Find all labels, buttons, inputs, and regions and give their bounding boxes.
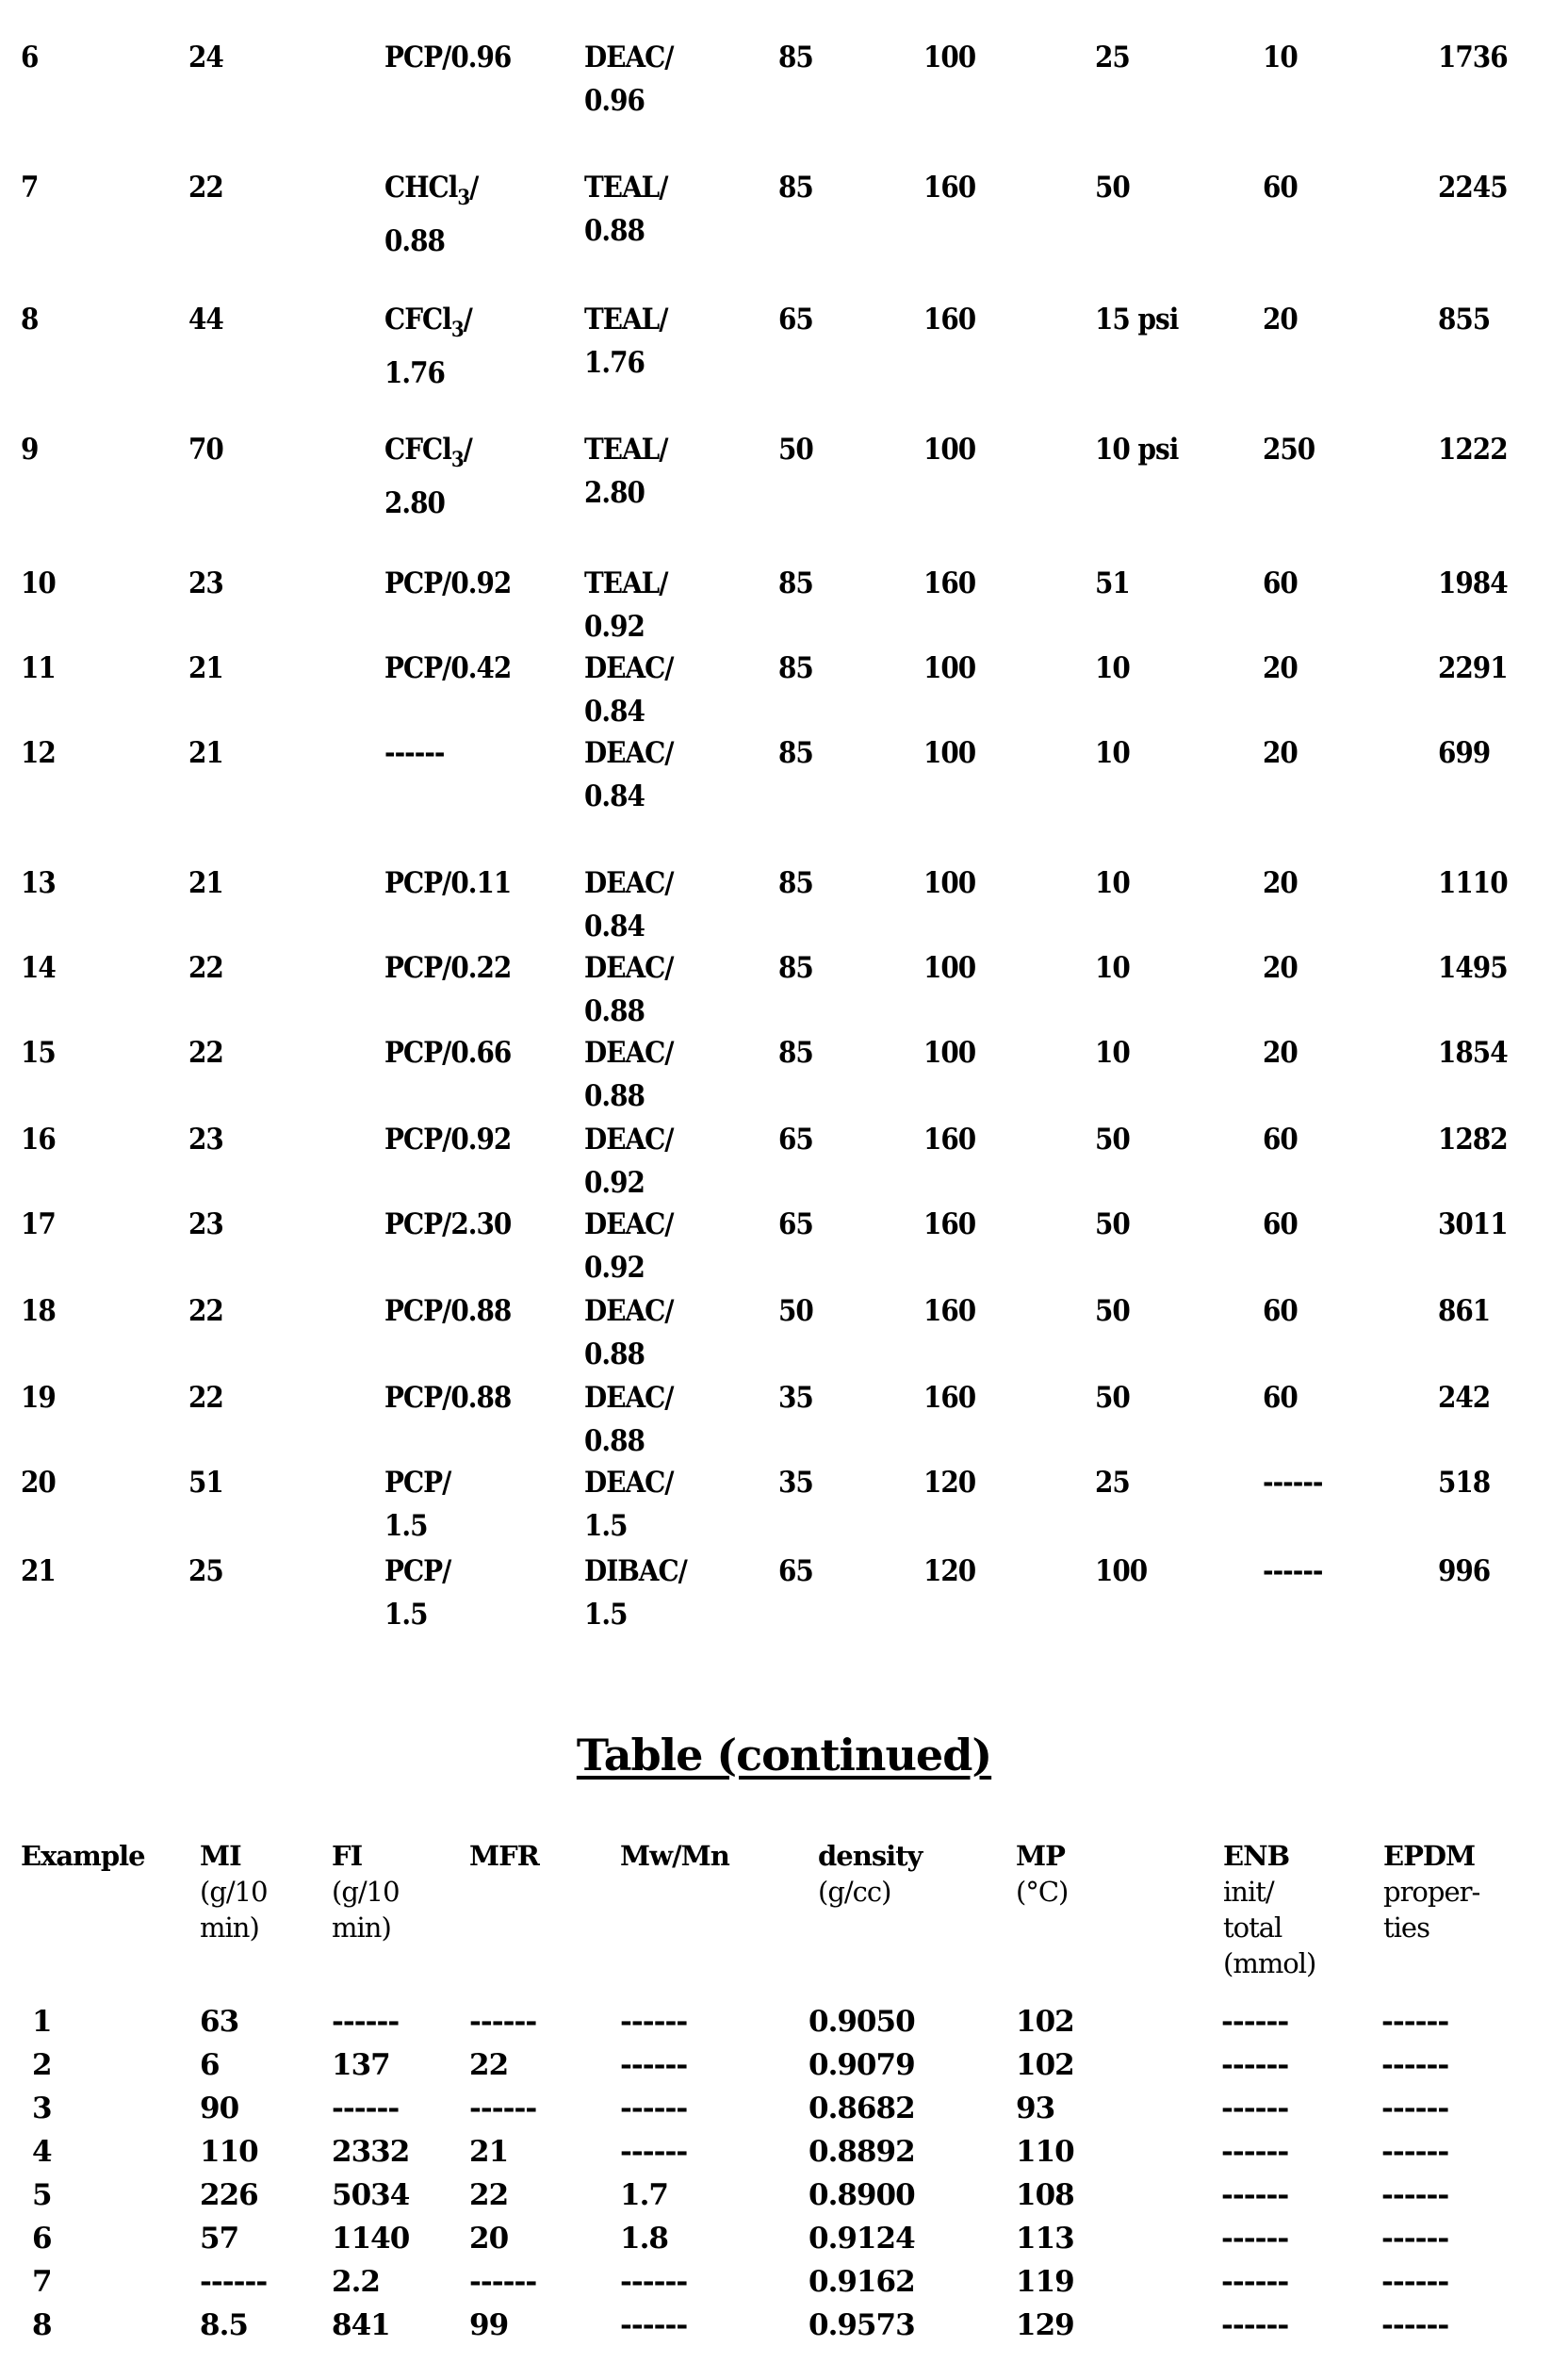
cell-example: 8: [32, 2308, 52, 2342]
cell-ex: 6: [21, 41, 39, 74]
cell-c8: 60: [1263, 1123, 1298, 1157]
cell-c2: 25: [188, 1554, 223, 1588]
cell-c3: ------: [384, 736, 445, 770]
cell-mfr: ------: [469, 2092, 537, 2125]
cell-c3: PCP/0.42: [384, 651, 512, 685]
column-header: FI (g/10 min): [332, 1840, 400, 1944]
cell-c8: 60: [1263, 1381, 1298, 1415]
column-header: EPDM proper- ties: [1383, 1840, 1480, 1944]
cell-c6: 100: [923, 951, 976, 985]
cell-c9: 699: [1438, 736, 1491, 770]
cell-mwmn: ------: [620, 2308, 688, 2342]
cell-c2: 23: [188, 1207, 223, 1241]
cell-mfr: 99: [469, 2308, 509, 2342]
cell-c6: 100: [923, 41, 976, 74]
cell-c7: 10: [1095, 736, 1130, 770]
cell-c3: PCP/0.66: [384, 1036, 512, 1070]
cell-mfr: 20: [469, 2222, 509, 2256]
cell-c4: DEAC/ 0.88: [584, 1381, 674, 1458]
cell-c7: 10: [1095, 951, 1130, 985]
cell-epdm: ------: [1381, 2222, 1449, 2256]
cell-c9: 1495: [1438, 951, 1508, 985]
cell-density: 0.9079: [808, 2048, 915, 2082]
cell-example: 7: [32, 2265, 52, 2299]
cell-c4: TEAL/ 1.76: [584, 303, 668, 380]
cell-c7: 10: [1095, 651, 1130, 685]
cell-c3: PCP/0.92: [384, 566, 512, 600]
column-header: MP (°C): [1016, 1840, 1069, 1908]
cell-c5: 85: [778, 951, 813, 985]
cell-epdm: ------: [1381, 2308, 1449, 2342]
cell-c2: 22: [188, 171, 223, 205]
table-continued-title: Table (continued): [576, 1730, 992, 1780]
cell-c8: 250: [1263, 433, 1315, 467]
cell-c5: 35: [778, 1466, 813, 1500]
cell-enb: ------: [1221, 2048, 1289, 2082]
cell-c7: 15 psi: [1095, 303, 1179, 336]
cell-c7: 100: [1095, 1554, 1148, 1588]
cell-c6: 160: [923, 1294, 976, 1328]
cell-mi: 110: [200, 2135, 258, 2169]
cell-c3: PCP/0.22: [384, 951, 512, 985]
cell-density: 0.9573: [808, 2308, 915, 2342]
cell-c4: TEAL/ 2.80: [584, 433, 668, 510]
cell-enb: ------: [1221, 2308, 1289, 2342]
cell-c7: 50: [1095, 1294, 1130, 1328]
cell-mp: 110: [1016, 2135, 1074, 2169]
cell-mfr: 21: [469, 2135, 509, 2169]
cell-c3: CFCl$_3$/ 1.76: [384, 303, 472, 390]
cell-ex: 7: [21, 171, 39, 205]
cell-c8: ------: [1263, 1554, 1323, 1588]
cell-c8: 10: [1263, 41, 1298, 74]
cell-epdm: ------: [1381, 2005, 1449, 2039]
cell-fi: 5034: [332, 2178, 410, 2212]
cell-epdm: ------: [1381, 2178, 1449, 2212]
cell-c9: 1110: [1438, 866, 1508, 900]
cell-density: 0.8892: [808, 2135, 915, 2169]
cell-c4: DEAC/ 0.88: [584, 1294, 674, 1371]
cell-mwmn: ------: [620, 2135, 688, 2169]
cell-c8: 20: [1263, 303, 1298, 336]
cell-c9: 1222: [1438, 433, 1508, 467]
cell-mi: 63: [200, 2005, 239, 2039]
cell-fi: ------: [332, 2005, 400, 2039]
cell-c9: 996: [1438, 1554, 1491, 1588]
cell-fi: 841: [332, 2308, 390, 2342]
cell-c6: 100: [923, 866, 976, 900]
cell-enb: ------: [1221, 2135, 1289, 2169]
cell-c5: 85: [778, 866, 813, 900]
cell-c2: 22: [188, 1294, 223, 1328]
cell-ex: 21: [21, 1554, 56, 1588]
cell-c3: PCP/2.30: [384, 1207, 512, 1241]
cell-c3: PCP/0.88: [384, 1294, 512, 1328]
cell-ex: 10: [21, 566, 56, 600]
cell-c4: DEAC/ 0.84: [584, 651, 674, 729]
cell-c7: 25: [1095, 41, 1130, 74]
cell-c3: PCP/0.92: [384, 1123, 512, 1157]
cell-c7: 50: [1095, 171, 1130, 205]
cell-epdm: ------: [1381, 2092, 1449, 2125]
cell-c7: 50: [1095, 1207, 1130, 1241]
cell-mp: 102: [1016, 2048, 1074, 2082]
cell-c6: 100: [923, 433, 976, 467]
cell-fi: 1140: [332, 2222, 410, 2256]
cell-c5: 35: [778, 1381, 813, 1415]
cell-c7: 10 psi: [1095, 433, 1179, 467]
cell-mwmn: 1.8: [620, 2222, 668, 2256]
cell-ex: 15: [21, 1036, 56, 1070]
column-header: Example: [21, 1840, 145, 1872]
cell-c7: 25: [1095, 1466, 1130, 1500]
cell-c4: DEAC/ 0.84: [584, 866, 674, 943]
cell-c9: 1736: [1438, 41, 1508, 74]
cell-enb: ------: [1221, 2178, 1289, 2212]
cell-c5: 85: [778, 41, 813, 74]
cell-c7: 10: [1095, 866, 1130, 900]
column-header: MFR: [469, 1840, 539, 1872]
cell-enb: ------: [1221, 2265, 1289, 2299]
cell-c2: 22: [188, 1381, 223, 1415]
cell-c8: 60: [1263, 1207, 1298, 1241]
cell-c8: 60: [1263, 1294, 1298, 1328]
cell-c3: PCP/0.88: [384, 1381, 512, 1415]
cell-c9: 3011: [1438, 1207, 1508, 1241]
cell-c5: 65: [778, 1554, 813, 1588]
cell-c8: 60: [1263, 171, 1298, 205]
cell-c2: 23: [188, 566, 223, 600]
cell-c8: 20: [1263, 1036, 1298, 1070]
cell-c5: 65: [778, 303, 813, 336]
cell-epdm: ------: [1381, 2048, 1449, 2082]
cell-density: 0.9124: [808, 2222, 915, 2256]
cell-mi: ------: [200, 2265, 268, 2299]
cell-c6: 160: [923, 1381, 976, 1415]
cell-ex: 12: [21, 736, 56, 770]
cell-ex: 19: [21, 1381, 56, 1415]
cell-mfr: ------: [469, 2265, 537, 2299]
cell-c6: 120: [923, 1466, 976, 1500]
cell-c5: 50: [778, 1294, 813, 1328]
cell-ex: 20: [21, 1466, 56, 1500]
cell-c2: 21: [188, 866, 223, 900]
cell-density: 0.8682: [808, 2092, 915, 2125]
cell-c6: 100: [923, 651, 976, 685]
cell-c2: 22: [188, 951, 223, 985]
cell-c3: PCP/0.11: [384, 866, 512, 900]
column-header: MI (g/10 min): [200, 1840, 268, 1944]
cell-c4: DEAC/ 0.88: [584, 951, 674, 1028]
cell-c6: 160: [923, 1207, 976, 1241]
cell-mwmn: ------: [620, 2092, 688, 2125]
cell-example: 5: [32, 2178, 52, 2212]
cell-c6: 100: [923, 736, 976, 770]
cell-c8: 20: [1263, 736, 1298, 770]
cell-c4: DEAC/ 0.84: [584, 736, 674, 813]
cell-c4: DIBAC/ 1.5: [584, 1554, 687, 1632]
cell-mi: 226: [200, 2178, 258, 2212]
cell-enb: ------: [1221, 2092, 1289, 2125]
cell-c8: 60: [1263, 566, 1298, 600]
cell-c9: 1984: [1438, 566, 1508, 600]
cell-c8: 20: [1263, 651, 1298, 685]
cell-mp: 113: [1016, 2222, 1074, 2256]
cell-c5: 85: [778, 1036, 813, 1070]
cell-c6: 160: [923, 303, 976, 336]
cell-c9: 855: [1438, 303, 1491, 336]
cell-c4: DEAC/ 1.5: [584, 1466, 674, 1543]
column-header: density (g/cc): [818, 1840, 923, 1908]
cell-c7: 10: [1095, 1036, 1130, 1070]
cell-example: 1: [32, 2005, 52, 2039]
cell-c7: 50: [1095, 1123, 1130, 1157]
cell-fi: 137: [332, 2048, 390, 2082]
cell-c2: 24: [188, 41, 223, 74]
cell-mp: 129: [1016, 2308, 1074, 2342]
cell-c4: DEAC/ 0.92: [584, 1207, 674, 1285]
cell-mi: 8.5: [200, 2308, 248, 2342]
cell-mi: 90: [200, 2092, 239, 2125]
cell-enb: ------: [1221, 2222, 1289, 2256]
cell-mwmn: 1.7: [620, 2178, 668, 2212]
cell-mfr: 22: [469, 2178, 509, 2212]
cell-c4: TEAL/ 0.92: [584, 566, 668, 644]
cell-ex: 11: [21, 651, 56, 685]
cell-c2: 44: [188, 303, 223, 336]
cell-ex: 9: [21, 433, 39, 467]
cell-mwmn: ------: [620, 2048, 688, 2082]
cell-density: 0.9162: [808, 2265, 915, 2299]
cell-mfr: 22: [469, 2048, 509, 2082]
cell-c7: 51: [1095, 566, 1130, 600]
cell-c8: ------: [1263, 1466, 1323, 1500]
cell-mp: 102: [1016, 2005, 1074, 2039]
cell-c2: 21: [188, 651, 223, 685]
cell-c5: 50: [778, 433, 813, 467]
cell-mp: 93: [1016, 2092, 1055, 2125]
cell-ex: 17: [21, 1207, 56, 1241]
cell-c9: 1854: [1438, 1036, 1508, 1070]
cell-c9: 2291: [1438, 651, 1508, 685]
cell-c6: 120: [923, 1554, 976, 1588]
cell-c2: 70: [188, 433, 223, 467]
cell-example: 6: [32, 2222, 52, 2256]
cell-mi: 6: [200, 2048, 220, 2082]
cell-c5: 85: [778, 566, 813, 600]
cell-c4: DEAC/ 0.92: [584, 1123, 674, 1200]
cell-c9: 861: [1438, 1294, 1491, 1328]
cell-c8: 20: [1263, 951, 1298, 985]
column-header: Mw/Mn: [620, 1840, 729, 1872]
cell-c3: CFCl$_3$/ 2.80: [384, 433, 472, 520]
cell-c9: 242: [1438, 1381, 1491, 1415]
cell-c5: 65: [778, 1123, 813, 1157]
cell-fi: ------: [332, 2092, 400, 2125]
cell-density: 0.9050: [808, 2005, 915, 2039]
cell-mfr: ------: [469, 2005, 537, 2039]
cell-example: 2: [32, 2048, 52, 2082]
cell-density: 0.8900: [808, 2178, 915, 2212]
cell-c2: 21: [188, 736, 223, 770]
cell-c6: 160: [923, 1123, 976, 1157]
cell-fi: 2.2: [332, 2265, 380, 2299]
cell-c5: 85: [778, 651, 813, 685]
cell-fi: 2332: [332, 2135, 410, 2169]
cell-c4: TEAL/ 0.88: [584, 171, 668, 248]
cell-c5: 85: [778, 736, 813, 770]
cell-ex: 18: [21, 1294, 56, 1328]
cell-c3: CHCl$_3$/ 0.88: [384, 171, 479, 258]
cell-c5: 65: [778, 1207, 813, 1241]
cell-ex: 8: [21, 303, 39, 336]
cell-mwmn: ------: [620, 2005, 688, 2039]
cell-c6: 160: [923, 171, 976, 205]
cell-c2: 23: [188, 1123, 223, 1157]
cell-example: 4: [32, 2135, 52, 2169]
cell-example: 3: [32, 2092, 52, 2125]
cell-c3: PCP/ 1.5: [384, 1554, 451, 1632]
cell-c4: DEAC/ 0.96: [584, 41, 674, 118]
cell-c5: 85: [778, 171, 813, 205]
cell-mi: 57: [200, 2222, 239, 2256]
cell-c3: PCP/ 1.5: [384, 1466, 451, 1543]
cell-c8: 20: [1263, 866, 1298, 900]
cell-mp: 119: [1016, 2265, 1074, 2299]
cell-c2: 51: [188, 1466, 223, 1500]
cell-mp: 108: [1016, 2178, 1074, 2212]
cell-ex: 16: [21, 1123, 56, 1157]
cell-c9: 2245: [1438, 171, 1508, 205]
cell-c9: 518: [1438, 1466, 1491, 1500]
cell-c9: 1282: [1438, 1123, 1508, 1157]
cell-epdm: ------: [1381, 2135, 1449, 2169]
cell-c6: 160: [923, 566, 976, 600]
cell-c6: 100: [923, 1036, 976, 1070]
cell-c2: 22: [188, 1036, 223, 1070]
cell-ex: 13: [21, 866, 56, 900]
cell-c4: DEAC/ 0.88: [584, 1036, 674, 1113]
cell-ex: 14: [21, 951, 56, 985]
cell-mwmn: ------: [620, 2265, 688, 2299]
cell-c3: PCP/0.96: [384, 41, 512, 74]
cell-c7: 50: [1095, 1381, 1130, 1415]
cell-epdm: ------: [1381, 2265, 1449, 2299]
cell-enb: ------: [1221, 2005, 1289, 2039]
column-header: ENB init/ total (mmol): [1223, 1840, 1316, 1979]
